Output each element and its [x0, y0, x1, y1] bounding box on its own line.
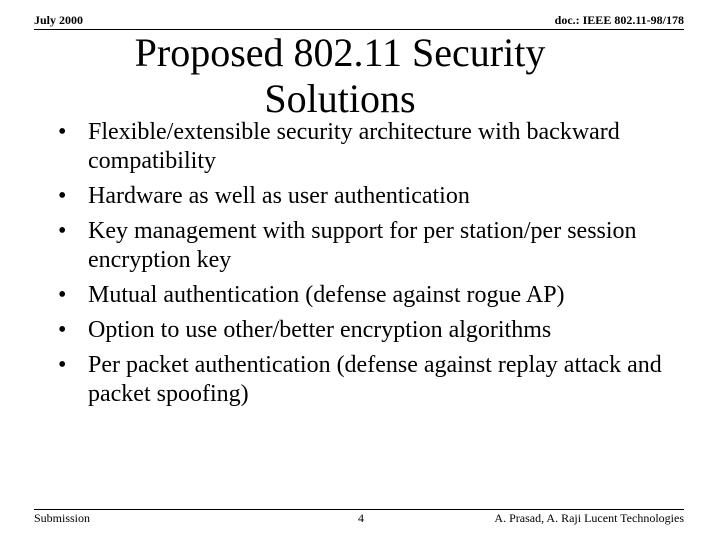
bullet-item [58, 182, 678, 211]
bullet-marker: • [58, 282, 67, 308]
bullet-text: Option to use other/better encryption algorithms [88, 317, 552, 343]
slide-title [100, 30, 580, 122]
bullet-text: Key management with support for per station/per session encryption key [88, 218, 637, 273]
bullet-item [58, 118, 678, 176]
footer-submission: Submission [34, 511, 91, 525]
header-doc-id: doc.: IEEE 802.11-98/178 [554, 13, 684, 27]
bullet-marker: • [58, 183, 67, 209]
bullet-list [58, 118, 678, 415]
bullet-text: Mutual authentication (defense against rogue AP) [88, 282, 565, 308]
header-date: July 2000 [34, 13, 84, 27]
bullet-text: Hardware as well as user authentication [88, 183, 470, 209]
bullet-marker: • [58, 352, 67, 378]
bullet-marker: • [58, 119, 67, 145]
slide-title-line-1: Proposed 802.11 Security [134, 30, 546, 75]
bullet-item [58, 351, 678, 409]
footer-authors: A. Prasad, A. Raji Lucent Technologies [494, 511, 684, 525]
bullet-item [58, 316, 678, 345]
bullet-text: Per packet authentication (defense against replay attack and packet spoofing) [88, 352, 662, 407]
bullet-item [58, 281, 678, 310]
slide-title-line-2: Solutions [264, 76, 416, 121]
footer-divider [34, 509, 684, 510]
bullet-marker: • [58, 317, 67, 343]
bullet-item [58, 217, 678, 275]
bullet-marker: • [58, 218, 67, 244]
page-number: 4 [358, 511, 364, 525]
bullet-text: Flexible/extensible security architecture with backward compatibility [88, 119, 620, 174]
